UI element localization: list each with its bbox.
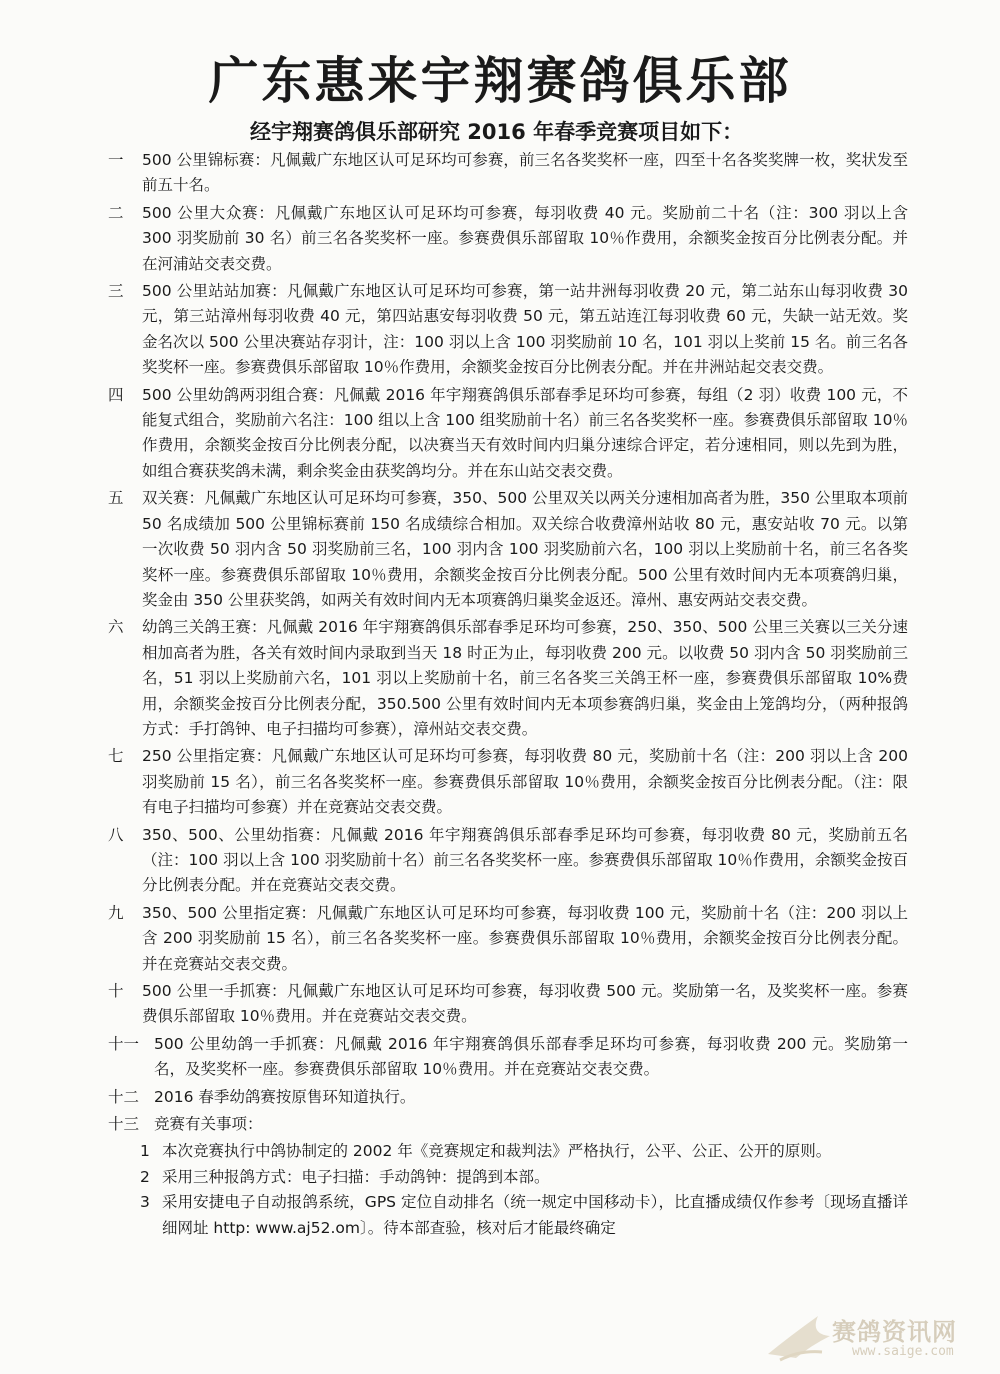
watermark-text: 赛鸽资讯网: [832, 1318, 957, 1346]
rule-item: [108, 148, 908, 199]
rule-item: [108, 201, 908, 277]
rule-text: 2016 春季幼鸽赛按原售环知道执行。: [154, 1087, 416, 1106]
rule-item: [108, 823, 908, 899]
rule-text: 250 公里指定赛：凡佩戴广东地区认可足环均可参赛，每羽收费 80 元，奖励前十名（注：200 羽以上含 200 羽奖励前 15 名），前三名各奖奖杯一座。参赛费俱乐部留取 10％费用，余额奖金按百分比例表分配。（注：限有电子扫描均可参赛）并在竞赛站交表交费。: [142, 747, 908, 817]
matters-sublist: [140, 1139, 908, 1241]
rule-text: 500 公里幼鸽两羽组合赛：凡佩戴 2016 年宇翔赛鸽俱乐部春季足环均可参赛，每组（2 羽）收费 100 元，不能复式组合，奖励前六名注：100 组以上含 100 组奖励前十名）前三名各奖奖杯一座。参赛费俱乐部留取 10％作费用，余额奖金按百分比例表分配，以决赛当天有效时间内归巢分速综合评定，若分速相同，则以先到为胜，如组合赛获奖鸽未满，剩余奖金由获奖鸽均分。并在东山站交表交费。: [142, 385, 908, 480]
matters-text: 本次竞赛执行中鸽协制定的 2002 年《竞赛规定和裁判法》严格执行，公平、公正、公开的原则。: [162, 1142, 832, 1161]
rule-number: 二: [108, 203, 124, 222]
rule-number: 十一: [108, 1034, 140, 1053]
rule-number: 三: [108, 282, 124, 301]
rule-number: 一: [108, 151, 124, 169]
rule-number: 七: [108, 747, 124, 766]
rule-item: [108, 979, 908, 1030]
matters-number: 1: [140, 1142, 150, 1161]
rule-item: [108, 1085, 908, 1110]
matters-item: [140, 1190, 908, 1241]
document-subtitle: 经宇翔赛鸽俱乐部研究 2016 年春季竞赛项目如下：: [250, 120, 744, 144]
rule-item: [108, 901, 908, 977]
rule-number: 四: [108, 385, 124, 404]
pigeon-logo-icon: [760, 1306, 840, 1366]
matters-item: [140, 1139, 908, 1164]
matters-item: [140, 1165, 908, 1190]
document-title: 广东惠来宇翔赛鸽俱乐部: [208, 52, 792, 110]
rule-item: [108, 486, 908, 613]
rule-text: 350、500、公里幼指赛：凡佩戴 2016 年宇翔赛鸽俱乐部春季足环均可参赛，每羽收费 80 元，奖励前五名（注：100 羽以上含 100 羽奖励前十名）前三名各奖奖杯一座。参赛费俱乐部留取 10％作费用，余额奖金按百分比例表分配。并在竞赛站交表交费。: [142, 825, 908, 895]
rule-item: [108, 615, 908, 742]
rule-item: [108, 1112, 908, 1137]
watermark-url: www.saige.com: [852, 1344, 954, 1359]
rule-number: 五: [108, 489, 124, 508]
rule-number: 十二: [108, 1087, 140, 1106]
matters-number: 3: [140, 1193, 150, 1212]
rule-number: 八: [108, 825, 124, 844]
rule-text: 500 公里锦标赛：凡佩戴广东地区认可足环均可参赛，前三名各奖奖杯一座，四至十名各奖奖牌一枚，奖状发至前五十名。: [142, 151, 908, 195]
rule-number: 十: [108, 982, 124, 1000]
rule-text: 双关赛：凡佩戴广东地区认可足环均可参赛，350、500 公里双关以两关分速相加高者为胜，350 公里取本项前 50 名成绩加 500 公里锦标赛前 150 名成绩综合相加。双关综合收费漳州站收 80 元，惠安站收 70 元。以第一次收费 50 羽内含 50 羽奖励前三名，100 羽内含 100 羽奖励前六名，100 羽以上奖励前十名，前三名各奖奖杯一座。参赛费俱乐部留取 10％费用，余额奖金按百分比例表分配。500 公里有效时间内无本项赛鸽归巢，奖金由 350 公里获奖鸽，如两关有效时间内无本项赛鸽归巢奖金返还。漳州、惠安两站交表交费。: [142, 489, 908, 609]
rules-list: [108, 148, 908, 1241]
rule-text: 350、500 公里指定赛：凡佩戴广东地区认可足环均可参赛，每羽收费 100 元，奖励前十名（注：200 羽以上含 200 羽奖励前 15 名），前三名各奖奖杯一座。参赛费俱乐部留取 10％费用，余额奖金按百分比例表分配。并在竞赛站交表交费。: [142, 903, 908, 973]
rule-item: [108, 279, 908, 381]
rule-item: [108, 744, 908, 820]
rule-text: 500 公里站站加赛：凡佩戴广东地区认可足环均可参赛，第一站井洲每羽收费 20 元，第二站东山每羽收费 30 元，第三站漳州每羽收费 40 元，第四站惠安每羽收费 50 元，第五站连江每羽收费 60 元，失缺一站无效。奖金名次以 500 公里决赛站存羽计，注：100 羽以上含 100 羽奖励前 10 名，101 羽以上奖前 15 名。前三名各奖奖杯一座。参赛费俱乐部留取 10％作费用，余额奖金按百分比例表分配。并在井洲站起交表交费。: [142, 282, 908, 377]
rule-text: 幼鸽三关鸽王赛：凡佩戴 2016 年宇翔赛鸽俱乐部春季足环均可参赛，250、350、500 公里三关赛以三关分速相加高者为胜，各关有效时间内录取到当天 18 时正为止，每羽收费 200 元。以收费 50 羽内含 50 羽奖励前三名，51 羽以上奖励前六名，101 羽以上奖励前十名，前三名各奖三关鸽王杯一座，参赛费俱乐部留取 10%费用，余额奖金按百分比例表分配，350.500 公里有效时间内无本项参赛鸽归巢，奖金由上笼鸽均分，（两种报鸽方式：手打鸽钟、电子扫描均可参赛），漳州站交表交费。: [142, 618, 908, 738]
matters-text: 采用安捷电子自动报鸽系统，GPS 定位自动排名（统一规定中国移动卡），比直播成绩仅作参考〔现场直播详细网址 http: www.aj52.om〕。待本部查验，核对后才能最终确定: [162, 1193, 908, 1237]
watermark: [760, 1306, 1000, 1366]
rule-number: 九: [108, 903, 124, 922]
rule-text: 500 公里幼鸽一手抓赛：凡佩戴 2016 年宇翔赛鸽俱乐部春季足环均可参赛，每羽收费 200 元。奖励第一名，及奖奖杯一座。参赛费俱乐部留取 10％费用。并在竞赛站交表交费。: [154, 1034, 908, 1079]
matters-number: 2: [140, 1167, 150, 1186]
rule-number: 六: [108, 618, 124, 637]
rule-text: 竞赛有关事项：: [154, 1115, 263, 1134]
rule-text: 500 公里一手抓赛：凡佩戴广东地区认可足环均可参赛，每羽收费 500 元。奖励第一名，及奖奖杯一座。参赛费俱乐部留取 10％费用。并在竞赛站交表交费。: [142, 982, 908, 1026]
rule-item: [108, 383, 908, 485]
rule-item: [108, 1032, 908, 1083]
rule-text: 500 公里大众赛：凡佩戴广东地区认可足环均可参赛，每羽收费 40 元。奖励前二十名（注：300 羽以上含 300 羽奖励前 30 名）前三名各奖奖杯一座。参赛费俱乐部留取 10％作费用，余额奖金按百分比例表分配。并在河浦站交表交费。: [142, 203, 908, 273]
matters-text: 采用三种报鸽方式：电子扫描：手动鸽钟：提鸽到本部。: [162, 1167, 550, 1186]
rule-number: 十三: [108, 1115, 140, 1134]
